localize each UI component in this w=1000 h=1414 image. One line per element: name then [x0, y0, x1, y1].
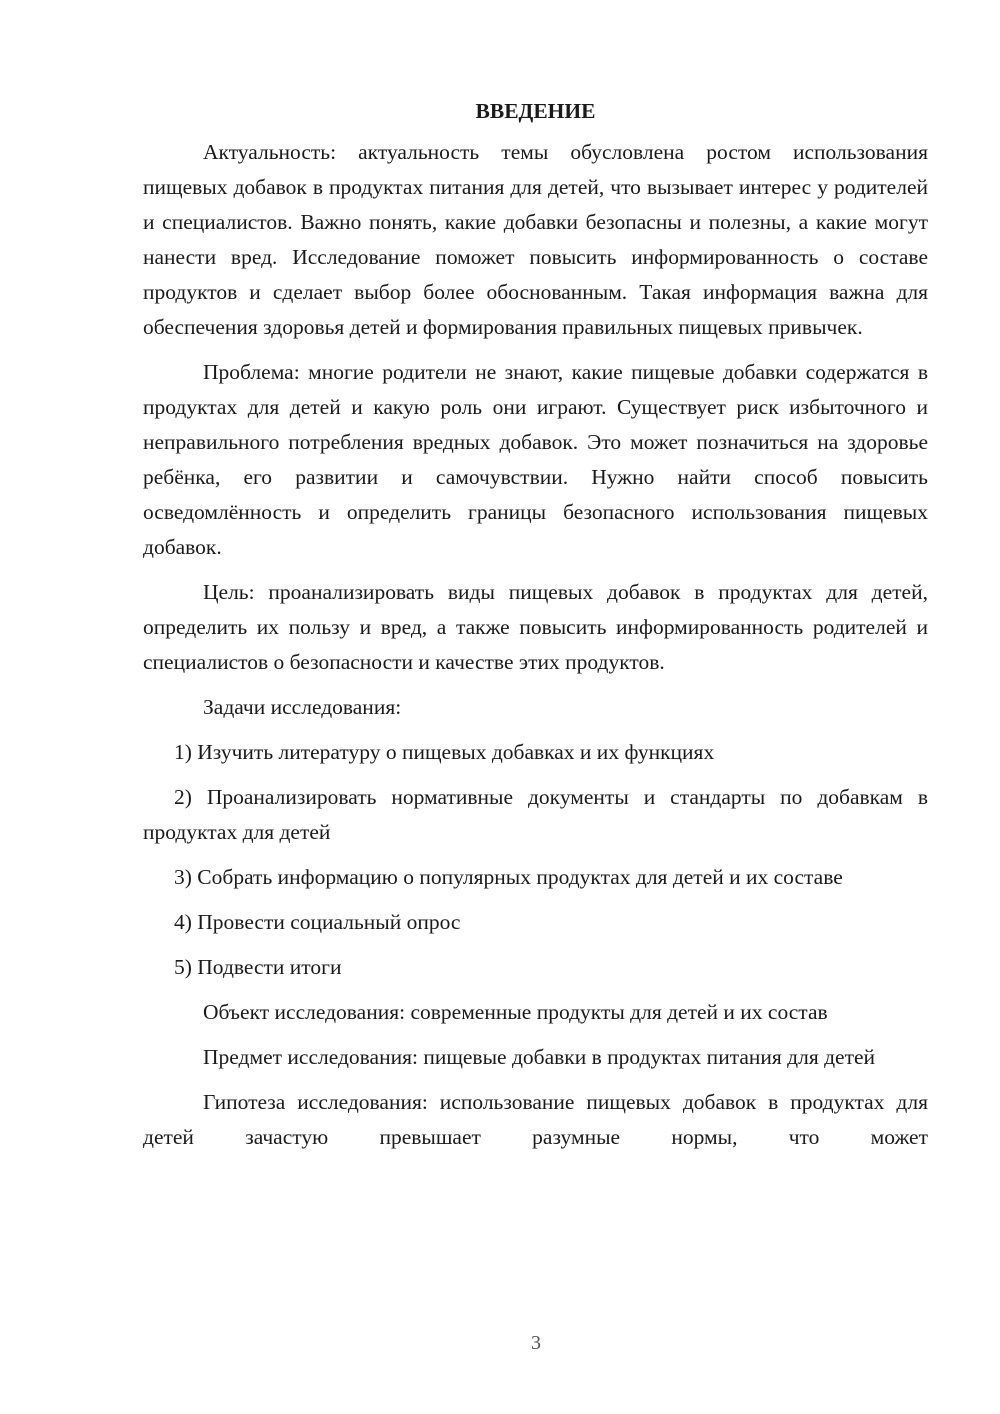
paragraph-problem: Проблема: многие родители не знают, какие пищевые добавки содержатся в продуктах для детей и какую роль они играют. Существует риск избыточного и неправильного потребления вредных добавок. Это может позначиться на здоровье ребёнка, его развитии и самочувствии. Нужно найти способ повысить осведомлённость и определить границы безопасного использования пищевых добавок. [143, 360, 928, 559]
paragraph-relevance: Актуальность: актуальность темы обусловлена ростом использования пищевых добавок в продуктах питания для детей, что вызывает интерес у родителей и специалистов. Важно понять, какие добавки безопасны и полезны, а какие могут нанести вред. Исследование поможет повысить информированность о составе продуктов и сделает выбор более обоснованным. Такая информация важна для обеспечения здоровья детей и формирования правильных пищевых привычек. [143, 140, 928, 339]
tasks-title: Задачи исследования: [203, 695, 402, 719]
task-item-1: 1) Изучить литературу о пищевых добавках и их функциях [174, 740, 715, 764]
paragraph-hypothesis: Гипотеза исследования: использование пищевых добавок в продуктах для детей зачастую превышает разумные нормы, что может [143, 1090, 928, 1149]
task-item-5: 5) Подвести итоги [174, 955, 342, 979]
page-content [143, 94, 928, 1165]
page-title: ВВЕДЕНИЕ [475, 99, 596, 123]
task-item-4: 4) Провести социальный опрос [174, 910, 461, 934]
paragraph-goal: Цель: проанализировать виды пищевых добавок в продуктах для детей, определить их пользу и вред, а также повысить информированность родителей и специалистов о безопасности и качестве этих продуктов. [143, 580, 928, 674]
page-number: 3 [531, 1332, 541, 1354]
task-item-3: 3) Собрать информацию о популярных продуктах для детей и их составе [174, 865, 843, 889]
task-item-2: 2) Проанализировать нормативные документы и стандарты по добавкам в продуктах для детей [143, 785, 928, 844]
paragraph-subject: Предмет исследования: пищевые добавки в продуктах питания для детей [203, 1045, 876, 1069]
paragraph-object: Объект исследования: современные продукты для детей и их состав [203, 1000, 828, 1024]
